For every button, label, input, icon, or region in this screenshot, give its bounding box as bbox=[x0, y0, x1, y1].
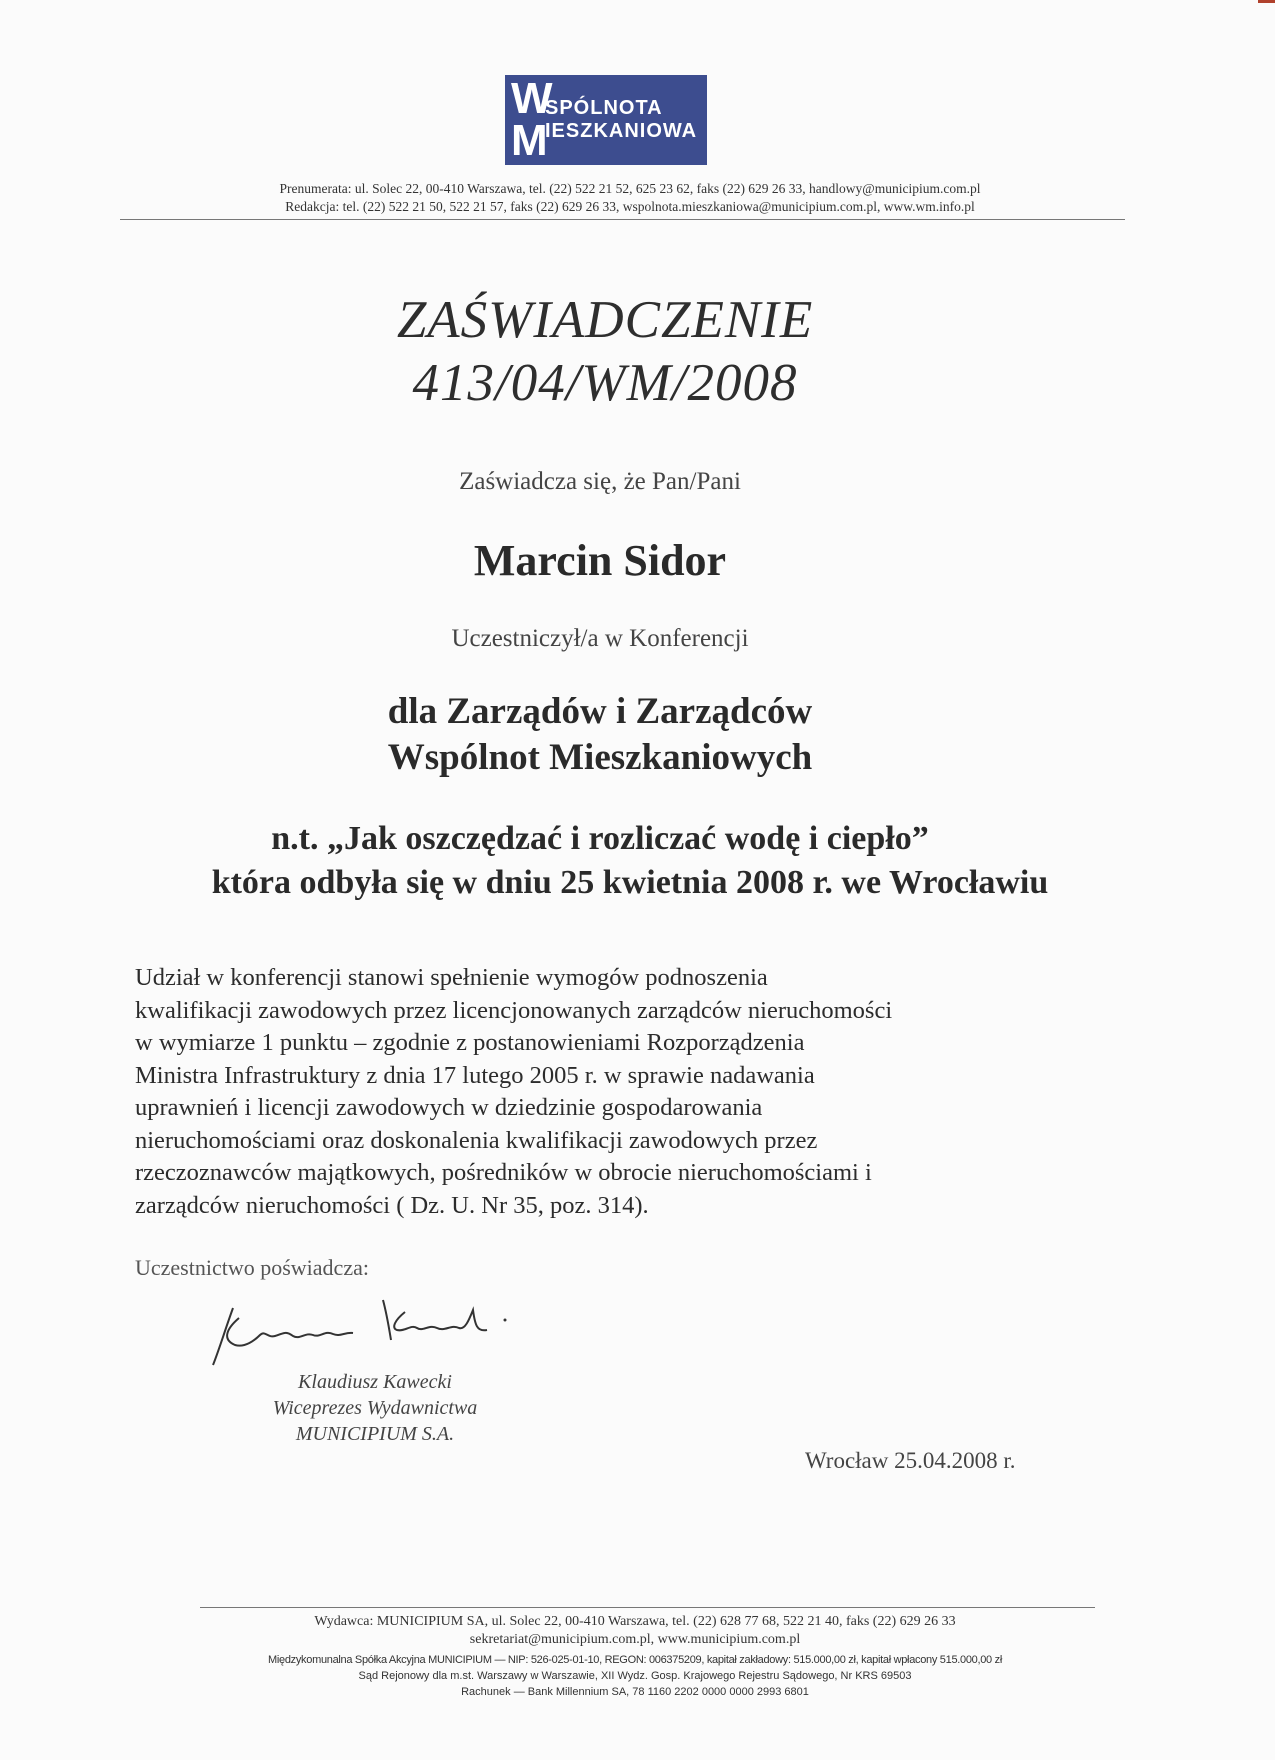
logo-letter-m: M bbox=[511, 116, 548, 165]
certificate-body-paragraph bbox=[135, 962, 1095, 1222]
certificate-title: ZAŚWIADCZENIE bbox=[396, 291, 814, 349]
conference-title-line-1: dla Zarządów i Zarządców bbox=[387, 691, 813, 732]
intro-text: Zaświadcza się, że Pan/Pani bbox=[459, 468, 741, 495]
attested-by-label: Uczestnictwo poświadcza: bbox=[135, 1255, 369, 1280]
body-line: Udział w konferencji stanowi spełnienie wymogów podnoszenia bbox=[135, 964, 768, 991]
participant-name: Marcin Sidor bbox=[473, 536, 727, 585]
signatory-name: Klaudiusz Kawecki bbox=[298, 1371, 452, 1393]
header-divider bbox=[120, 219, 1125, 220]
body-line: rzeczoznawców majątkowych, pośredników w obrocie nieruchomościami i bbox=[135, 1159, 872, 1186]
body-line: Ministra Infrastruktury z dnia 17 lutego 2005 r. w sprawie nadawania bbox=[135, 1061, 815, 1089]
signatory-company: MUNICIPIUM S.A. bbox=[295, 1423, 455, 1445]
place-and-date: Wrocław 25.04.2008 r. bbox=[805, 1448, 1016, 1473]
footer-contact: sekretariat@municipium.com.pl, www.municipium.com.pl bbox=[469, 1632, 801, 1647]
body-line: nieruchomościami oraz doskonalenia kwalifikacji zawodowych przez bbox=[135, 1126, 818, 1154]
conference-date-place: która odbyła się w dniu 25 kwietnia 2008 r. we Wrocławiu bbox=[211, 864, 1049, 901]
logo-line-1: SPÓLNOTA bbox=[545, 97, 663, 119]
footer-court-register: Sąd Rejonowy dla m.st. Warszawy w Warszawie, XII Wydz. Gosp. Krajowego Rejestru Sądowego, Nr KRS 69503 bbox=[358, 1670, 912, 1682]
publisher-logo bbox=[505, 75, 707, 165]
logo-letter-w: W bbox=[511, 74, 553, 123]
footer-publisher: Wydawca: MUNICIPIUM SA, ul. Solec 22, 00-410 Warszawa, tel. (22) 628 77 68, 522 21 40, faks (22) 629 26 33 bbox=[314, 1614, 956, 1629]
signatory-role: Wiceprezes Wydawnictwa bbox=[272, 1397, 478, 1419]
body-line: uprawnień i licencji zawodowych w dziedzinie gospodarowania bbox=[135, 1094, 763, 1121]
body-line: kwalifikacji zawodowych przez licencjonowanych zarządców nieruchomości bbox=[135, 996, 893, 1024]
body-line: w wymiarze 1 punktu – zgodnie z postanowieniami Rozporządzenia bbox=[135, 1029, 805, 1056]
conference-title-line-2: Wspólnot Mieszkaniowych bbox=[387, 737, 813, 778]
footer-company-details: Międzykomunalna Spółka Akcyjna MUNICIPIUM — NIP: 526-025-01-10, REGON: 006375209, kapitał zakładowy: 515.000,00 zł, kapitał wpłacony 515.000,00 zł bbox=[268, 1654, 1002, 1666]
logo-line-2: IESZKANIOWA bbox=[545, 120, 698, 142]
scan-edge-mark bbox=[1258, 0, 1275, 3]
footer-divider bbox=[200, 1607, 1095, 1608]
certificate-number: 413/04/WM/2008 bbox=[412, 354, 798, 412]
conference-topic: n.t. „Jak oszczędzać i rozliczać wodę i ciepło” bbox=[271, 820, 929, 857]
handwritten-signature bbox=[205, 1290, 545, 1370]
participation-text: Uczestniczył/a w Konferencji bbox=[451, 625, 749, 652]
header-contact-line-1: Prenumerata: ul. Solec 22, 00-410 Warszawa, tel. (22) 522 21 52, 625 23 62, faks (22) 629 26 33, handlowy@municipium.com.pl bbox=[279, 181, 981, 196]
header-contact-line-2: Redakcja: tel. (22) 522 21 50, 522 21 57, faks (22) 629 26 33, wspolnota.mieszkaniowa@municipium.com.pl, www.wm.info.pl bbox=[285, 199, 975, 214]
footer-bank-account: Rachunek — Bank Millennium SA, 78 1160 2202 0000 0000 2993 6801 bbox=[461, 1686, 809, 1698]
body-line: zarządców nieruchomości ( Dz. U. Nr 35, poz. 314). bbox=[135, 1191, 649, 1219]
